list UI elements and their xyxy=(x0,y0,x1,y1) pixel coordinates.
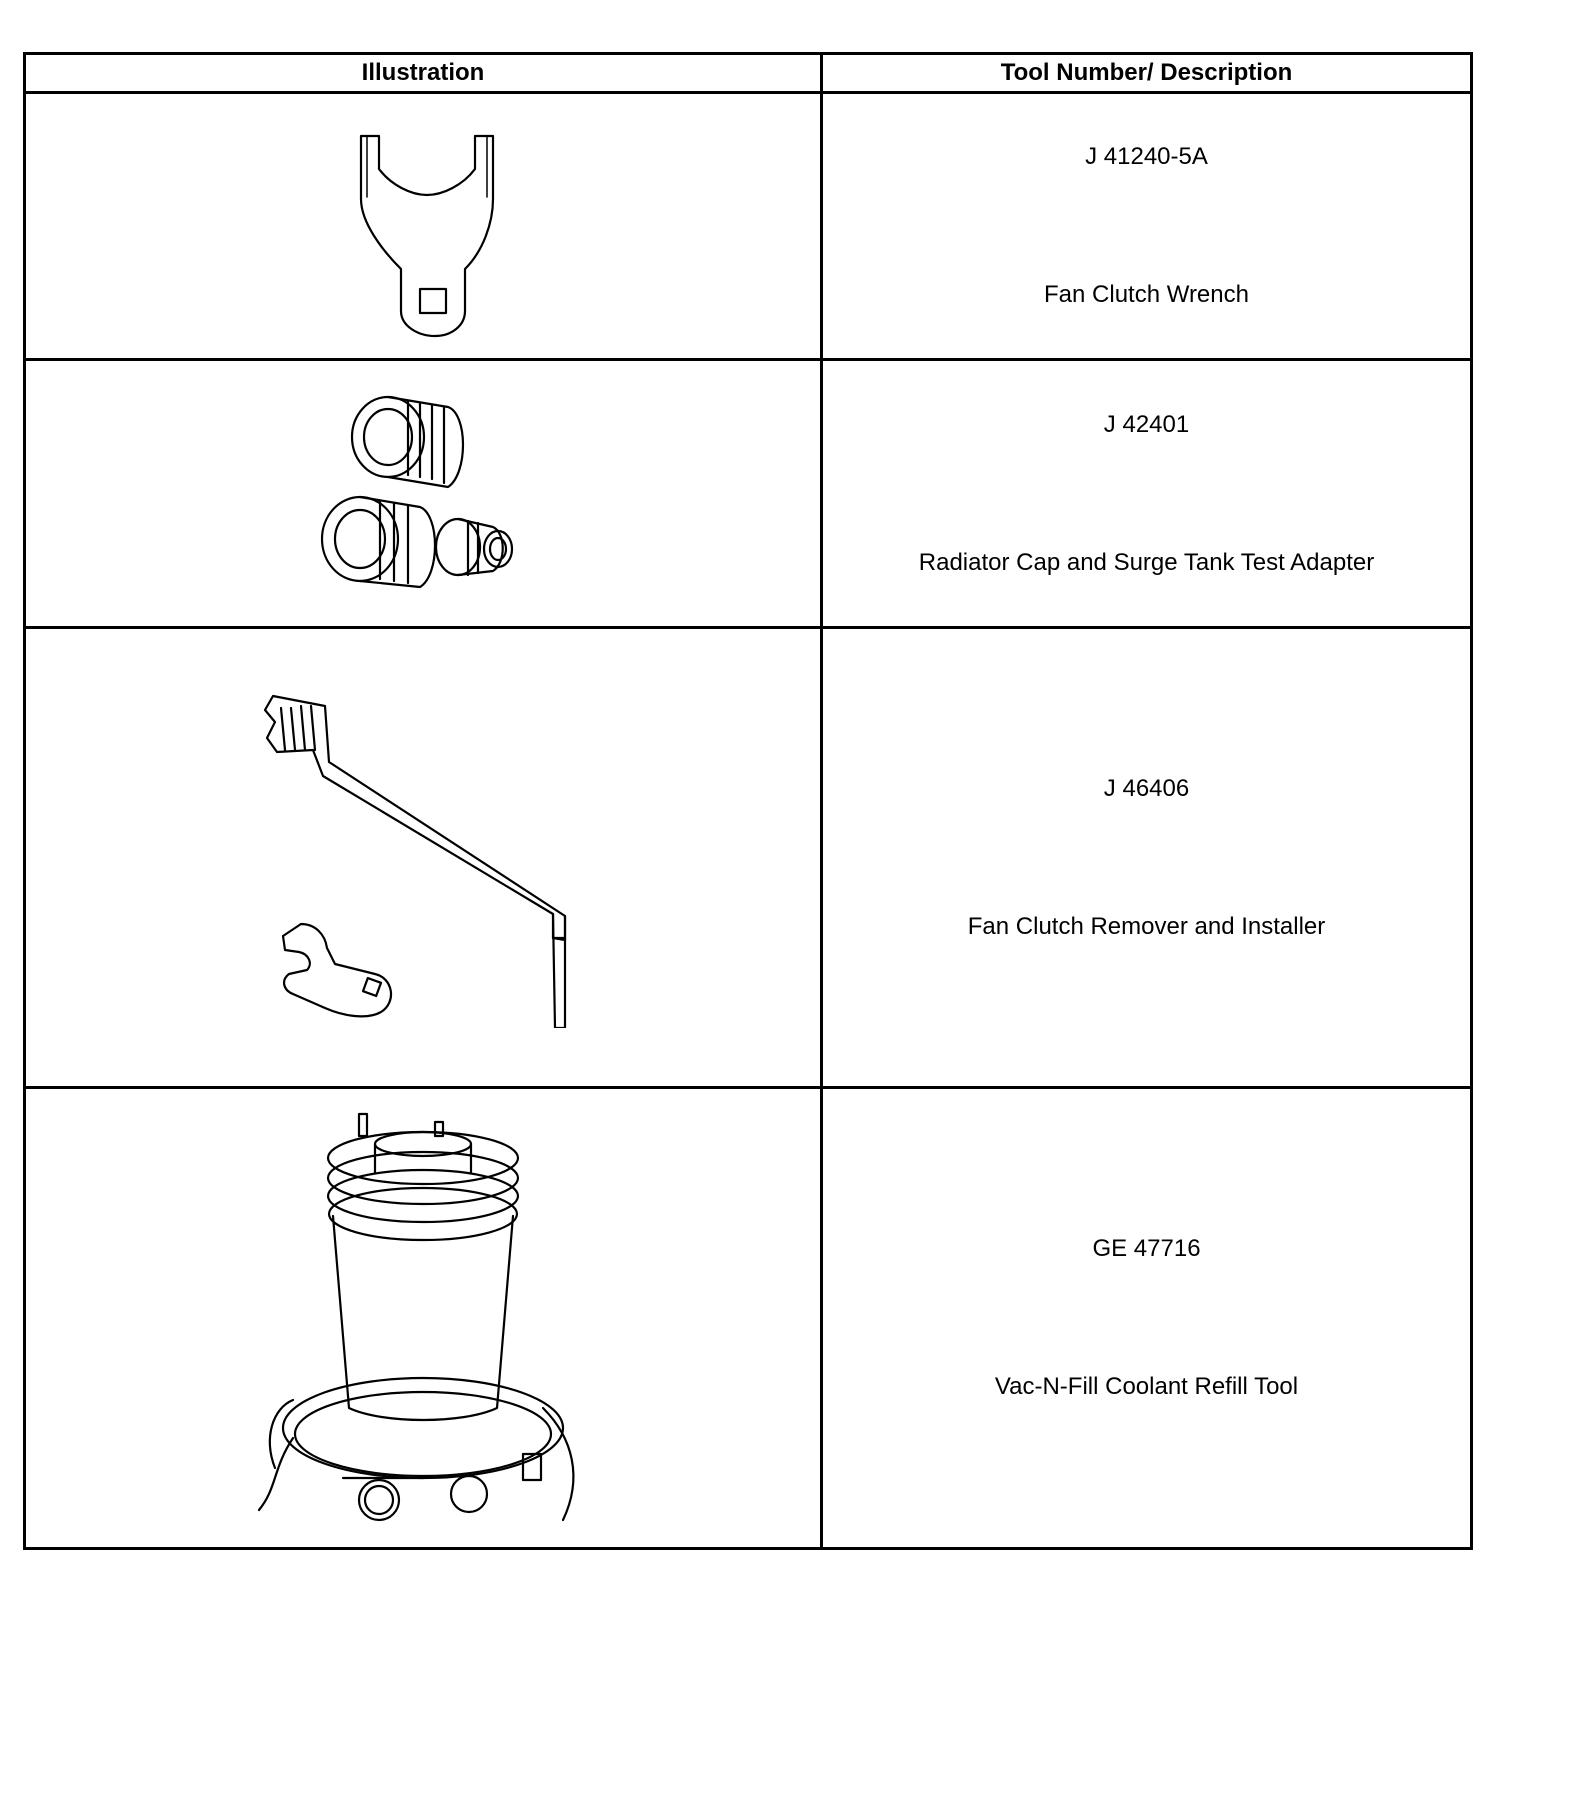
tool-description: Vac-N-Fill Coolant Refill Tool xyxy=(994,1373,1299,1400)
illustration-cell xyxy=(25,360,822,628)
table-row xyxy=(25,93,1472,360)
coolant-refill-tool-icon xyxy=(233,1108,613,1528)
tool-description-cell xyxy=(822,1088,1472,1549)
test-adapter-icon xyxy=(308,379,538,609)
illustration-cell xyxy=(25,93,822,360)
table-row xyxy=(25,360,1472,628)
tool-description: Fan Clutch Wrench xyxy=(1044,281,1249,308)
tool-description-cell xyxy=(822,93,1472,360)
table-row xyxy=(25,628,1472,1088)
tool-number: J 42401 xyxy=(1103,410,1190,438)
header-illustration: Illustration xyxy=(25,54,822,93)
tool-description: Radiator Cap and Surge Tank Test Adapter xyxy=(918,548,1375,576)
tool-description: Fan Clutch Remover and Installer xyxy=(967,912,1326,940)
tool-number: GE 47716 xyxy=(1092,1235,1201,1262)
fan-clutch-wrench-icon xyxy=(323,111,523,341)
tool-description-cell xyxy=(822,628,1472,1088)
tool-description-cell xyxy=(822,360,1472,628)
header-tool-description: Tool Number/ Description xyxy=(822,54,1472,93)
tool-number: J 41240-5A xyxy=(1085,143,1208,170)
header-row xyxy=(25,54,1472,93)
table-row xyxy=(25,1088,1472,1549)
illustration-cell xyxy=(25,1088,822,1549)
remover-installer-icon xyxy=(243,688,603,1028)
illustration-cell xyxy=(25,628,822,1088)
special-tools-table xyxy=(23,52,1473,1550)
tool-number: J 46406 xyxy=(1103,774,1190,802)
